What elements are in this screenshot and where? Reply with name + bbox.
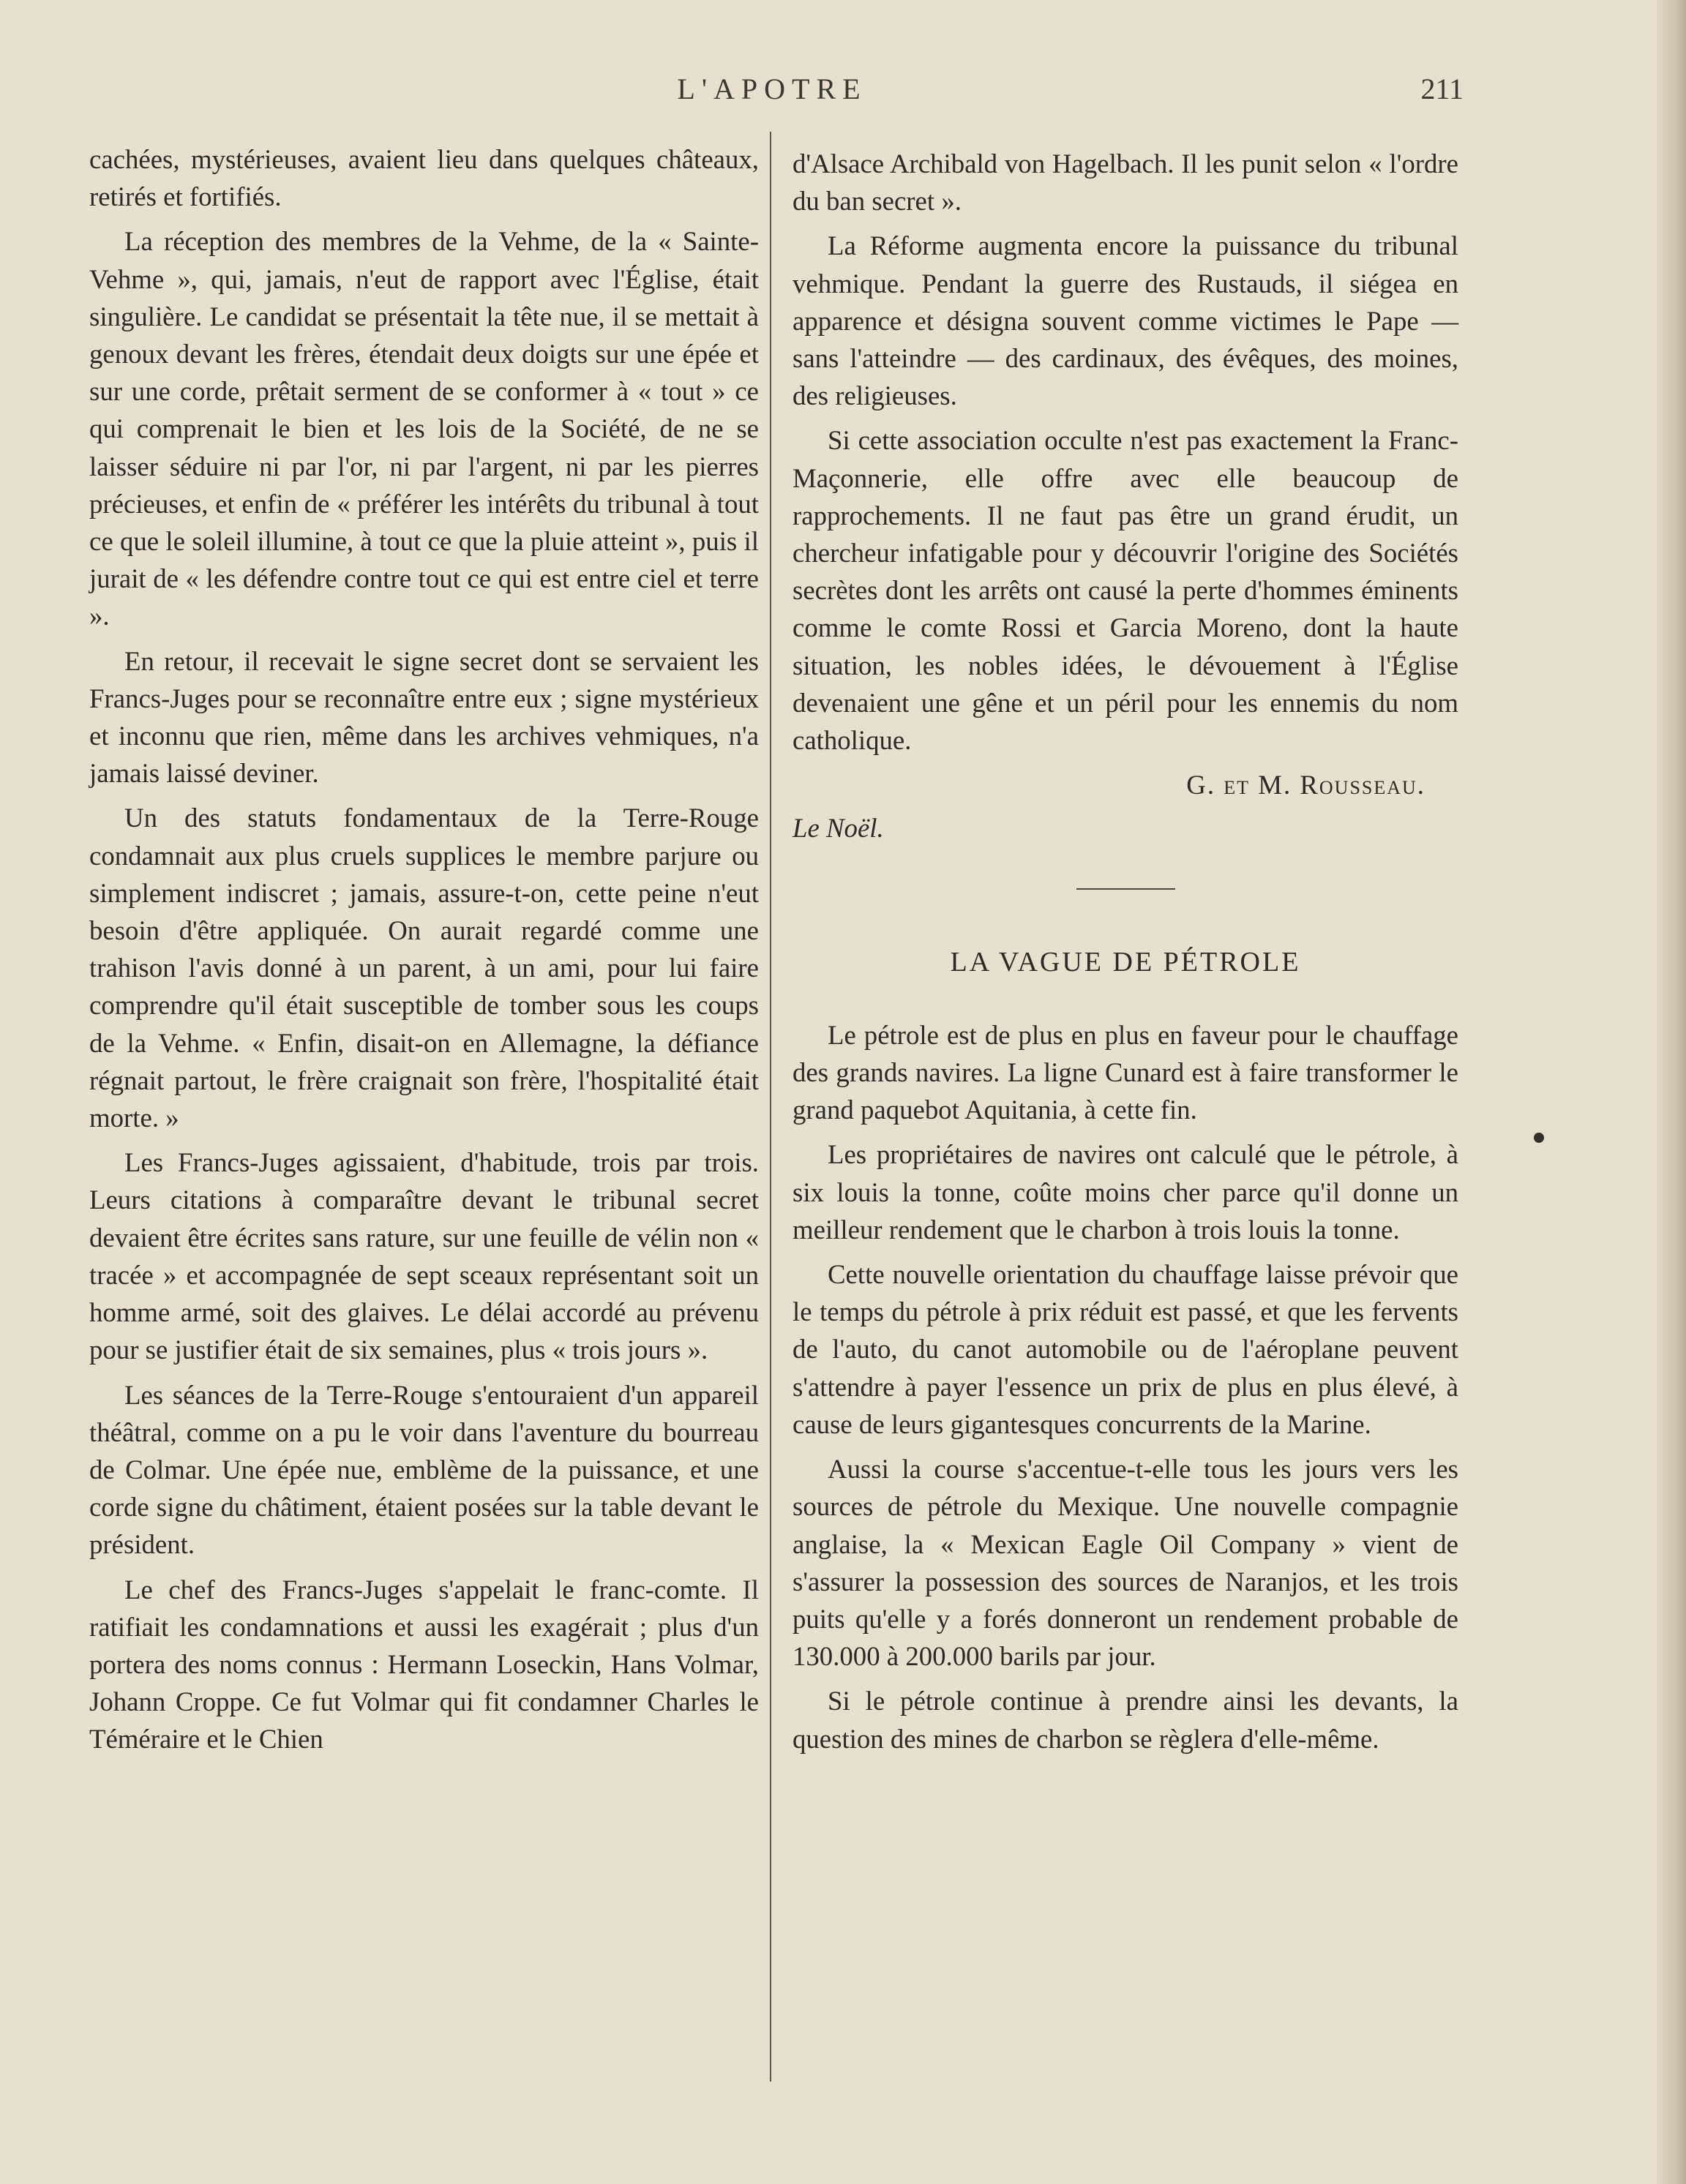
article-title: LA VAGUE DE PÉTROLE [950,946,1301,977]
paragraph: Les Francs-Juges agissaient, d'habitude, trois par trois. Leurs citations à comparaître devant le tribunal secret devaient être écrites sans rature, sur une feuille de vélin non « tracée » et accompagnée de sept sceaux représentant soit un homme armé, soit des glaives. Le délai accordé au prévenu pour se justifier était de six semaines, plus « trois jours ». [89,1147,759,1365]
paragraph: Les séances de la Terre-Rouge s'entouraient d'un appareil théâtral, comme on a pu le voir dans l'aventure du bourreau de Colmar. Une épée nue, emblème de la puissance, et une corde signe du châtiment, étaient posées sur la table devant le président. [89,1379,759,1560]
section-rule [1076,888,1175,890]
paragraph: Cette nouvelle orientation du chauffage laisse prévoir que le temps du pétrole à prix réduit est passé, et que les fervents de l'auto, du canot automobile ou de l'aéroplane peuvent s'attendre à payer l'essence un prix de plus en plus élevé, à cause de leurs gigantesques concurrents de la Marine. [793,1259,1458,1439]
paragraph: Aussi la course s'accentue-t-elle tous les jours vers les sources de pétrole du Mexique. Une nouvelle compagnie anglaise, la « Mexican Eagle Oil Company » vient de s'assurer la possession des sources de Naranjos, et les trois puits qu'elle y a forés donneront un rendement probable de 130.000 à 200.000 barils par jour. [793,1454,1458,1672]
paragraph: La réception des membres de la Vehme, de la « Sainte-Vehme », qui, jamais, n'eut de rapport avec l'Église, était singulière. Le candidat se présentait la tête nue, il se mettait à genoux devant les frères, étendait deux doigts sur une épée et sur une corde, prêtait serment de se conformer à « tout » ce qui comprenait le bien et les lois de la Société, de ne se laisser séduire ni par l'or, ni par l'argent, ni par les pierres précieuses, et enfin de « préférer les intérêts du tribunal à tout ce que le soleil illumine, à tout ce que la pluie atteint », puis il jurait de « les défendre contre tout ce qui est entre ciel et terre ». [89,226,759,631]
column-divider [770,132,771,2082]
article-signature: G. et M. Rousseau. [1186,770,1425,800]
page-number: 211 [1420,72,1464,105]
paragraph: Le pétrole est de plus en plus en faveur pour le chauffage des grands navires. La ligne Cunard est à faire transformer le grand paquebot Aquitania, à cette fin. [793,1019,1458,1125]
signature-source: Le Noël. [793,813,884,844]
running-head: L'APOTRE [677,72,867,105]
page-header [80,72,1464,116]
paragraph: La Réforme augmenta encore la puissance du tribunal vehmique. Pendant la guerre des Rustauds, il siégea en apparence et désigna souvent comme victimes le Pape — sans l'atteindre — des cardinaux, des évêques, des moines, des religieuses. [793,230,1458,411]
page-edge [1657,0,1686,2184]
paragraph: Un des statuts fondamentaux de la Terre-Rouge condamnait aux plus cruels supplices le membre parjure ou simplement indiscret ; jamais, assure-t-on, cette peine n'eut besoin d'être appliquée. On aurait regardé comme une trahison l'avis donné à un parent, à un ami, pour lui faire comprendre qu'il était susceptible de tomber sous les coups de la Vehme. « Enfin, disait-on en Allemagne, la défiance régnait partout, le frère craignait son frère, l'hospitalité était morte. » [89,803,759,1133]
paragraph: Si le pétrole continue à prendre ainsi les devants, la question des mines de charbon se règlera d'elle-même. [793,1686,1458,1754]
paragraph: Si cette association occulte n'est pas exactement la Franc-Maçonnerie, elle offre avec elle beaucoup de rapprochements. Il ne faut pas être un grand érudit, un chercheur infatigable pour y découvrir l'origine des Sociétés secrètes dont les arrêts ont causé la perte d'hommes éminents comme le comte Rossi et Garcia Moreno, dont la haute situation, les nobles idées, le dévouement à l'Église devenaient une gêne et un péril pour les ennemis du nom catholique. [793,425,1458,756]
paragraph: Les propriétaires de navires ont calculé que le pétrole, à six louis la tonne, coûte moins cher parce qu'il donne un meilleur rendement que le charbon à trois louis la tonne. [793,1139,1458,1245]
paragraph: En retour, il recevait le signe secret dont se servaient les Francs-Juges pour se reconnaître entre eux ; signe mystérieux et inconnu que rien, même dans les archives vehmiques, n'a jamais laissé deviner. [89,645,759,789]
paragraph: Le chef des Francs-Juges s'appelait le franc-comte. Il ratifiait les condamnations et aussi les exagérait ; plus d'un portera des noms connus : Hermann Loseckin, Hans Volmar, Johann Croppe. Ce fut Volmar qui fit condamner Charles le Téméraire et le Chien [89,1574,759,1755]
right-column [793,145,1458,1765]
left-column [89,140,759,1765]
ink-dot [1534,1133,1544,1143]
paragraph: cachées, mystérieuses, avaient lieu dans quelques châteaux, retirés et fortifiés. [89,144,759,212]
paragraph: d'Alsace Archibald von Hagelbach. Il les punit selon « l'ordre du ban secret ». [793,149,1458,217]
